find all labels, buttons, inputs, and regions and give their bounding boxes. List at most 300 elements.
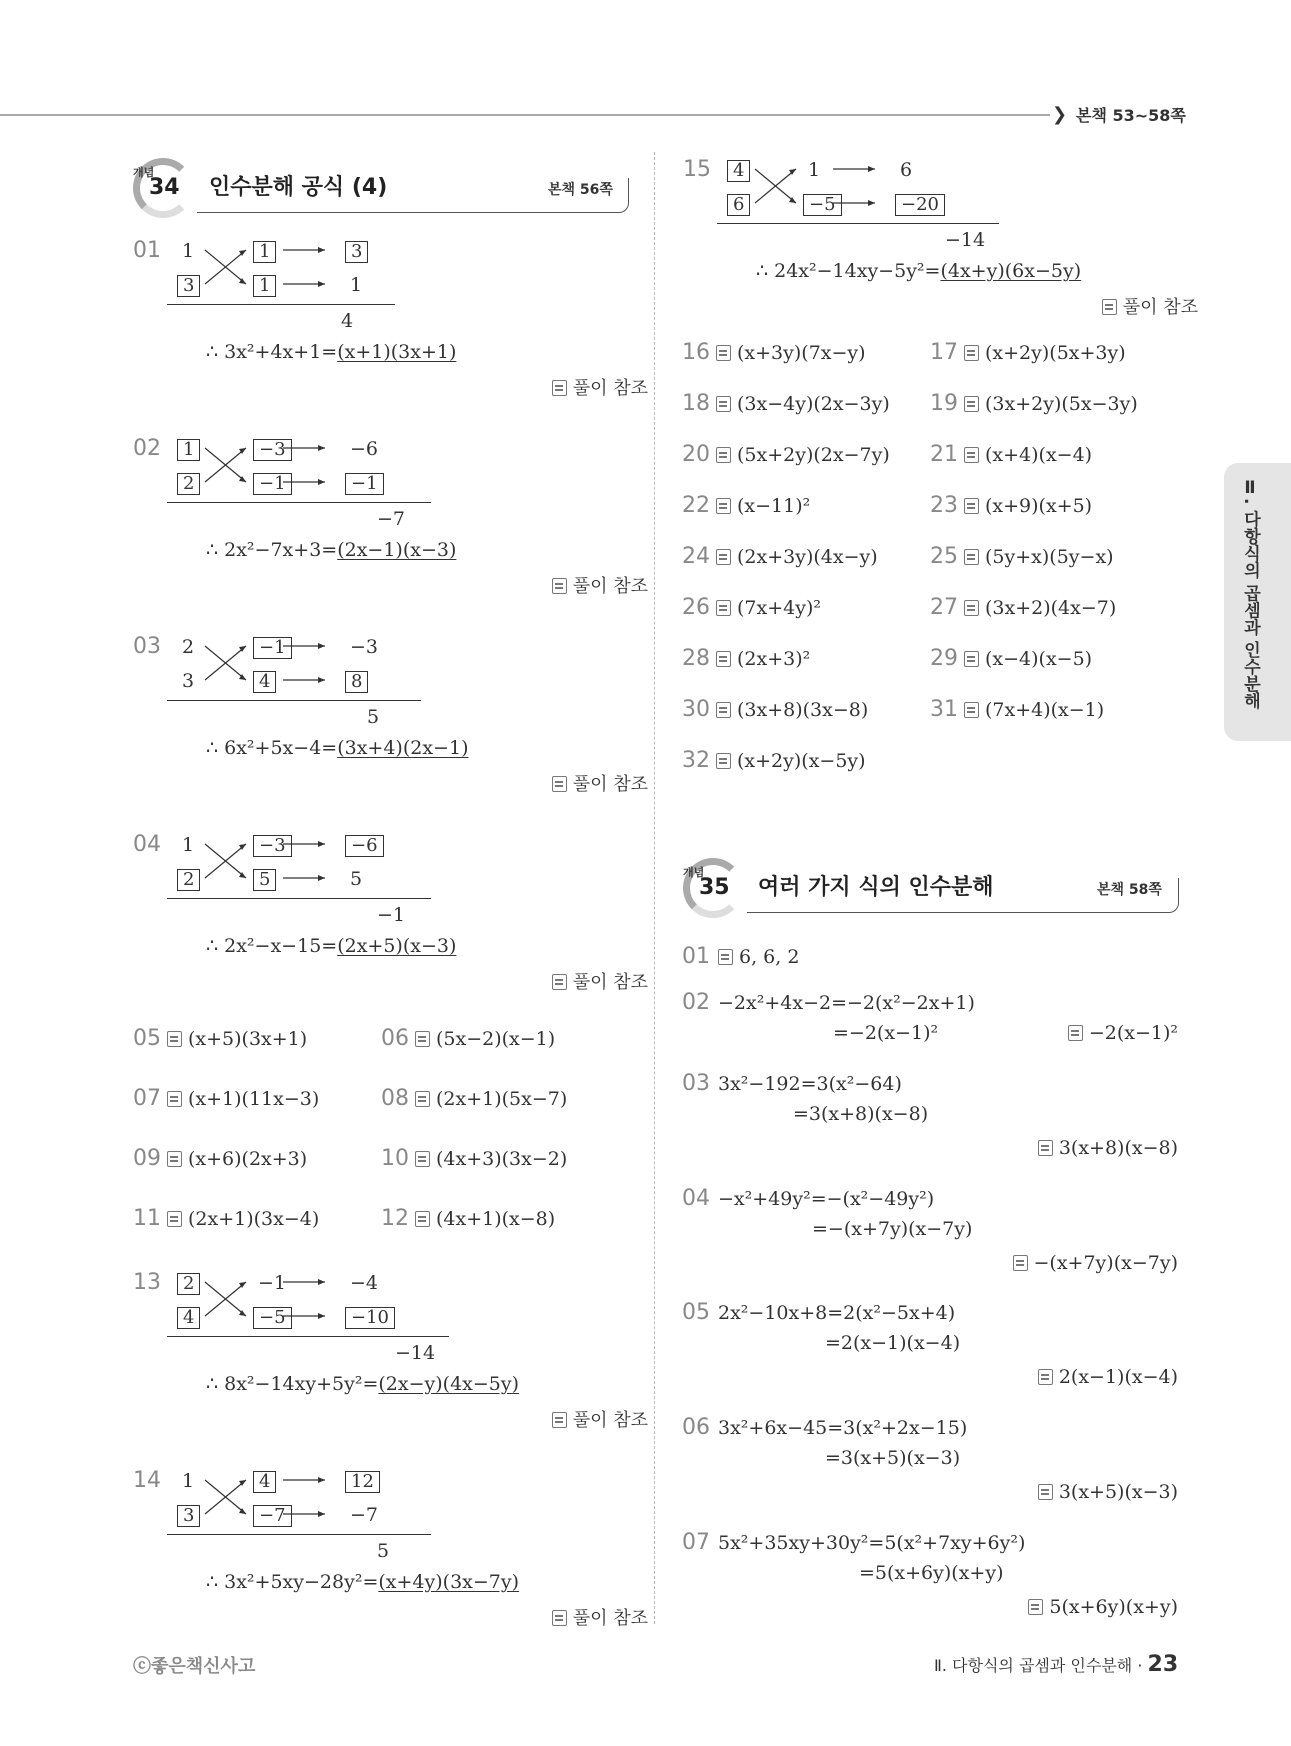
problem-number: 32 [682, 748, 710, 773]
answer-item-23 [930, 493, 1092, 518]
answer-text: (4x+1)(x−8) [436, 1208, 556, 1230]
problem-number: 04 [133, 832, 161, 857]
answer-text: (2x+1)(3x−4) [188, 1208, 320, 1230]
result-lhs: ∴ 8x²−14xy+5y²= [206, 1373, 379, 1395]
sec35-line1: 5x²+35xy+30y²=5(x²+7xy+6y²) [718, 1532, 1026, 1554]
sec35-answer-text: −2(x−1)² [1088, 1022, 1178, 1044]
answer-text: (5x+2y)(2x−7y) [737, 444, 890, 466]
sec35-answer [900, 1481, 1178, 1503]
cross-sum-rule [167, 502, 431, 503]
answer-item-21 [930, 442, 1092, 467]
cross-value-text: 1 [253, 275, 276, 297]
problem-number: 02 [133, 436, 161, 461]
answer-icon [552, 380, 567, 396]
section-book-ref: 본책 58쪽 [1097, 882, 1162, 898]
answer-text: (2x+1)(5x−7) [436, 1088, 568, 1110]
cross-value-text: 2 [177, 473, 200, 495]
header-rule [0, 114, 1050, 116]
answer-item-29 [930, 646, 1092, 671]
cross-arrows [133, 238, 453, 298]
problem-number: 18 [682, 391, 710, 416]
sec35-problem-02 [682, 990, 1182, 1015]
sec35-line1: 3x²+6x−45=3(x²+2x−15) [718, 1417, 968, 1439]
cross-arrows [133, 436, 453, 496]
solution-ref-label: 풀이 참조 [572, 378, 648, 399]
cross-sum-rule [167, 304, 395, 305]
cross-value-text: −5 [253, 1307, 292, 1329]
cross-value-text: 3 [177, 275, 200, 297]
problem-number: 20 [682, 442, 710, 467]
answer-item-26 [682, 595, 821, 620]
solution-ref [523, 1406, 648, 1432]
cross-arrows [133, 1270, 453, 1330]
answer-item-28 [682, 646, 810, 671]
sec35-answer-text: −(x+7y)(x−7y) [1033, 1252, 1178, 1274]
solution-ref-label: 풀이 참조 [572, 774, 648, 795]
cross-problem-03 [133, 634, 653, 824]
problem-number: 29 [930, 646, 958, 671]
result-answer: (2x+5)(x−3) [337, 935, 457, 957]
answer-icon [167, 1091, 182, 1107]
footer-chapter-label: Ⅱ. 다항식의 곱셈과 인수분해 · [934, 1656, 1143, 1675]
answer-item-25 [930, 544, 1114, 569]
problem-number: 22 [682, 493, 710, 518]
answer-text: (x−11)² [737, 495, 811, 517]
problem-number: 13 [133, 1270, 161, 1295]
problem-number: 01 [682, 944, 710, 969]
footer-chapter [934, 1652, 1178, 1677]
answer-icon [716, 651, 731, 667]
answer-icon [1028, 1599, 1043, 1615]
answer-icon [716, 345, 731, 361]
result-lhs: ∴ 6x²+5x−4= [206, 737, 338, 759]
chevron-right-icon: ❯ [1052, 104, 1068, 125]
cross-value-text: 6 [900, 159, 913, 181]
problem-number: 03 [682, 1071, 710, 1096]
cross-value-text: 4 [177, 1307, 200, 1329]
answer-item-30 [682, 697, 868, 722]
answer-icon [716, 753, 731, 769]
answer-text: (x+2y)(5x+3y) [985, 342, 1126, 364]
cross-problem-02 [133, 436, 653, 626]
cross-value-text: −5 [803, 194, 842, 216]
sec35-answer [900, 1252, 1178, 1274]
cross-value-text: 3 [345, 241, 368, 263]
cross-result [206, 341, 456, 363]
cross-result [206, 935, 456, 957]
cross-value-text: 1 [808, 159, 821, 181]
sec35-answer [900, 1596, 1178, 1618]
sec35-problem-03 [682, 1071, 1182, 1096]
problem-number: 05 [133, 1026, 161, 1051]
cross-value-text: −1 [253, 473, 292, 495]
sec35-answer [900, 1022, 1178, 1044]
problem-number: 21 [930, 442, 958, 467]
cross-sum: 5 [377, 1540, 390, 1562]
problem-number: 27 [930, 595, 958, 620]
cross-value-text: 4 [727, 160, 750, 182]
cross-value-text: −7 [350, 1504, 379, 1526]
sec35-line2: =5(x+6y)(x+y) [859, 1562, 1004, 1584]
cross-value-text: 5 [350, 868, 363, 890]
answer-icon [552, 776, 567, 792]
problem-number: 06 [682, 1415, 710, 1440]
answer-text: (3x+2y)(5x−3y) [985, 393, 1138, 415]
problem-number: 31 [930, 697, 958, 722]
answer-item-09 [133, 1146, 307, 1171]
cross-sum: −14 [395, 1342, 436, 1364]
answer-icon [716, 600, 731, 616]
cross-value-text: 6 [727, 194, 750, 216]
sec35-line2: =3(x+8)(x−8) [793, 1103, 929, 1125]
cross-arrows [133, 634, 453, 694]
cross-result [206, 1571, 519, 1593]
answer-text: (x+2y)(x−5y) [737, 750, 866, 772]
publisher-logo: ⓒ좋은책신사고 [133, 1656, 256, 1677]
sec35-line1: −2x²+4x−2=−2(x²−2x+1) [718, 992, 975, 1014]
sec35-problem-06 [682, 1415, 1182, 1440]
problem-number: 09 [133, 1146, 161, 1171]
section-35-heading [683, 858, 1178, 912]
cross-value-text: −20 [895, 194, 945, 216]
answer-icon [964, 651, 979, 667]
problem-number: 17 [930, 340, 958, 365]
cross-sum: −1 [377, 904, 406, 926]
answer-icon [552, 974, 567, 990]
section-tag: 개념 [683, 866, 705, 879]
problem-number: 30 [682, 697, 710, 722]
cross-value-text: −1 [258, 1272, 287, 1294]
problem-number: 26 [682, 595, 710, 620]
sec35-problem-05 [682, 1300, 1182, 1325]
answer-item-12 [381, 1206, 555, 1231]
problem-number: 15 [683, 157, 711, 182]
cross-value-text: 3 [182, 670, 195, 692]
arrowhead-icon [318, 643, 325, 649]
problem-number: 07 [133, 1086, 161, 1111]
answer-icon [716, 447, 731, 463]
cross-value-text: 2 [177, 869, 200, 891]
cross-value-text: −3 [350, 636, 379, 658]
cross-value-text: −3 [253, 835, 292, 857]
answer-icon [552, 1610, 567, 1626]
cross-sum-rule [167, 700, 421, 701]
arrowhead-icon [318, 1477, 325, 1483]
answer-item-05 [133, 1026, 307, 1051]
answer-item-11 [133, 1206, 319, 1231]
answer-item-19 [930, 391, 1138, 416]
sec35-answer-text: 3(x+8)(x−8) [1058, 1137, 1178, 1159]
solution-ref-label: 풀이 참조 [572, 576, 648, 597]
section-number: 34 [149, 175, 180, 200]
cross-value-text: 1 [182, 834, 195, 856]
answer-text: (x+5)(3x+1) [188, 1028, 308, 1050]
header-book-ref: 본책 53~58쪽 [1076, 106, 1186, 125]
sec35-line2: =−(x+7y)(x−7y) [812, 1218, 973, 1240]
sec35-answer-text: 5(x+6y)(x+y) [1049, 1596, 1178, 1618]
answer-icon [552, 1412, 567, 1428]
answer-text: (5y+x)(5y−x) [985, 546, 1114, 568]
sec35-line1: 6, 6, 2 [739, 946, 800, 968]
arrowhead-icon [318, 247, 325, 253]
answer-icon [415, 1031, 430, 1047]
sec35-problem-01 [682, 944, 1182, 969]
problem-number: 04 [682, 1186, 710, 1211]
problem-number: 06 [381, 1026, 409, 1051]
solution-ref-label: 풀이 참조 [572, 972, 648, 993]
cross-value-text: 2 [182, 636, 195, 658]
cross-value-text: 1 [182, 1470, 195, 1492]
result-lhs: ∴ 2x²−x−15= [206, 935, 338, 957]
answer-icon [716, 396, 731, 412]
cross-result [206, 737, 468, 759]
answer-icon [964, 396, 979, 412]
arrowhead-icon [318, 1511, 325, 1517]
sec35-line1: 3x²−192=3(x²−64) [718, 1073, 902, 1095]
result-answer: (3x+4)(2x−1) [337, 737, 469, 759]
result-answer: (2x−y)(4x−5y) [378, 1373, 520, 1395]
section-book-ref: 본책 56쪽 [548, 182, 613, 198]
cross-sum-rule [167, 1534, 431, 1535]
result-answer: (x+1)(3x+1) [337, 341, 457, 363]
cross-value-text: −4 [350, 1272, 379, 1294]
section-title: 여러 가지 식의 인수분해 [758, 875, 994, 900]
sec35-answer-text: 2(x−1)(x−4) [1058, 1366, 1178, 1388]
cross-sum: 4 [341, 310, 354, 332]
problem-number: 08 [381, 1086, 409, 1111]
answer-icon [964, 498, 979, 514]
cross-value-text: 1 [177, 439, 200, 461]
answer-icon [1013, 1255, 1028, 1271]
cross-problem-04 [133, 832, 653, 1022]
cross-value-text: 4 [253, 1471, 276, 1493]
answer-icon [415, 1151, 430, 1167]
result-lhs: ∴ 24x²−14xy−5y²= [756, 260, 941, 282]
sec35-line1: −x²+49y²=−(x²−49y²) [718, 1188, 935, 1210]
solution-ref-label: 풀이 참조 [572, 1410, 648, 1431]
answer-item-07 [133, 1086, 319, 1111]
answer-icon [964, 702, 979, 718]
cross-result [756, 260, 1081, 282]
answer-item-17 [930, 340, 1126, 365]
sec35-line2: =2(x−1)(x−4) [825, 1332, 961, 1354]
problem-number: 02 [682, 990, 710, 1015]
answer-item-08 [381, 1086, 567, 1111]
cross-value-text: −3 [253, 439, 292, 461]
answer-text: (2x+3y)(4x−y) [737, 546, 878, 568]
answer-icon [1068, 1025, 1083, 1041]
answer-text: (3x+8)(3x−8) [737, 699, 869, 721]
answer-item-06 [381, 1026, 555, 1051]
sec35-problem-04 [682, 1186, 1182, 1211]
section-underline [747, 878, 1179, 913]
arrowhead-icon [318, 875, 325, 881]
answer-icon [1038, 1369, 1053, 1385]
result-lhs: ∴ 2x²−7x+3= [206, 539, 338, 561]
solution-ref [1073, 293, 1198, 319]
problem-number: 05 [682, 1300, 710, 1325]
answer-text: (3x−4y)(2x−3y) [737, 393, 890, 415]
cross-sum-rule [167, 1336, 449, 1337]
answer-text: (x+4)(x−4) [985, 444, 1093, 466]
cross-value-text: −6 [345, 835, 384, 857]
cross-sum: −7 [377, 508, 406, 530]
answer-icon [716, 498, 731, 514]
answer-text: (5x−2)(x−1) [436, 1028, 556, 1050]
cross-problem-15 [683, 157, 1203, 347]
cross-value-text: −6 [350, 438, 379, 460]
sec35-answer [900, 1137, 1178, 1159]
page-number: 23 [1147, 1652, 1179, 1677]
solution-ref-label: 풀이 참조 [572, 1608, 648, 1629]
cross-result [206, 1373, 519, 1395]
answer-icon [716, 702, 731, 718]
cross-value-text: −1 [345, 473, 384, 495]
cross-value-text: −1 [253, 637, 292, 659]
sec35-problem-07 [682, 1530, 1182, 1555]
sec35-answer [900, 1366, 1178, 1388]
answer-item-10 [381, 1146, 567, 1171]
answer-item-31 [930, 697, 1104, 722]
answer-icon [167, 1151, 182, 1167]
arrowhead-icon [318, 281, 325, 287]
problem-number: 24 [682, 544, 710, 569]
answer-text: (x−4)(x−5) [985, 648, 1093, 670]
column-divider [654, 152, 655, 1624]
result-lhs: ∴ 3x²+5xy−28y²= [206, 1571, 379, 1593]
cross-sum-rule [167, 898, 431, 899]
answer-icon [1038, 1140, 1053, 1156]
solution-ref [523, 1604, 648, 1630]
cross-value-text: 5 [253, 869, 276, 891]
answer-text: (7x+4y)² [737, 597, 821, 619]
section-34-heading [133, 158, 628, 212]
result-answer: (2x−1)(x−3) [337, 539, 457, 561]
answer-icon [415, 1211, 430, 1227]
cross-value-text: 2 [177, 1273, 200, 1295]
answer-text: (4x+3)(3x−2) [436, 1148, 568, 1170]
answer-text: (x+1)(11x−3) [188, 1088, 320, 1110]
cross-value-text: −7 [253, 1505, 292, 1527]
answer-text: (2x+3)² [737, 648, 811, 670]
answer-icon [552, 578, 567, 594]
section-tag: 개념 [133, 166, 155, 179]
problem-number: 07 [682, 1530, 710, 1555]
problem-number: 01 [133, 238, 161, 263]
cross-value-text: 3 [177, 1505, 200, 1527]
cross-value-text: 4 [253, 671, 276, 693]
chapter-side-tab-label: Ⅱ. 다항식의 곱셈과 인수분해 [1240, 478, 1260, 710]
result-lhs: ∴ 3x²+4x+1= [206, 341, 338, 363]
cross-arrows [133, 1468, 453, 1528]
answer-icon [415, 1091, 430, 1107]
arrowhead-icon [868, 200, 875, 206]
arrowhead-icon [318, 1313, 325, 1319]
cross-value-text: 8 [345, 671, 368, 693]
section-title: 인수분해 공식 (4) [209, 175, 388, 200]
problem-number: 23 [930, 493, 958, 518]
cross-sum-rule [717, 223, 999, 224]
answer-icon [718, 949, 733, 965]
cross-value-text: 1 [253, 241, 276, 263]
answer-item-27 [930, 595, 1116, 620]
answer-item-24 [682, 544, 878, 569]
answer-text: (x+9)(x+5) [985, 495, 1093, 517]
answer-item-18 [682, 391, 890, 416]
arrowhead-icon [318, 841, 325, 847]
sec35-line1: 2x²−10x+8=2(x²−5x+4) [718, 1302, 956, 1324]
problem-number: 25 [930, 544, 958, 569]
answer-icon [167, 1031, 182, 1047]
answer-text: (7x+4)(x−1) [985, 699, 1105, 721]
answer-text: (3x+2)(4x−7) [985, 597, 1117, 619]
solution-ref [523, 374, 648, 400]
problem-number: 14 [133, 1468, 161, 1493]
problem-number: 19 [930, 391, 958, 416]
arrowhead-icon [318, 677, 325, 683]
answer-icon [964, 345, 979, 361]
cross-value-text: 12 [345, 1471, 380, 1493]
section-underline [197, 178, 629, 213]
answer-item-16 [682, 340, 866, 365]
problem-number: 16 [682, 340, 710, 365]
cross-result [206, 539, 456, 561]
result-answer: (4x+y)(6x−5y) [940, 260, 1082, 282]
cross-problem-13 [133, 1270, 653, 1460]
answer-icon [964, 447, 979, 463]
answer-text: (x+3y)(7x−y) [737, 342, 866, 364]
cross-problem-01 [133, 238, 653, 428]
problem-number: 11 [133, 1206, 161, 1231]
cross-value-text: −10 [345, 1307, 395, 1329]
answer-item-22 [682, 493, 810, 518]
cross-value-text: 1 [182, 240, 195, 262]
section-number: 35 [699, 875, 730, 900]
answer-item-32 [682, 748, 866, 773]
problem-number: 12 [381, 1206, 409, 1231]
arrowhead-icon [318, 445, 325, 451]
solution-ref [523, 572, 648, 598]
answer-icon [1102, 299, 1117, 315]
cross-sum: 5 [367, 706, 380, 728]
answer-icon [1038, 1484, 1053, 1500]
solution-ref [523, 968, 648, 994]
sec35-line2: =−2(x−1)² [833, 1022, 939, 1044]
cross-problem-14 [133, 1468, 653, 1658]
problem-number: 03 [133, 634, 161, 659]
answer-item-20 [682, 442, 890, 467]
answer-icon [964, 600, 979, 616]
cross-value-text: 1 [350, 274, 363, 296]
cross-arrows [133, 832, 453, 892]
answer-text: (x+6)(2x+3) [188, 1148, 308, 1170]
problem-number: 10 [381, 1146, 409, 1171]
problem-number: 28 [682, 646, 710, 671]
answer-icon [716, 549, 731, 565]
answer-icon [167, 1211, 182, 1227]
sec35-answer-text: 3(x+5)(x−3) [1058, 1481, 1178, 1503]
cross-sum: −14 [945, 229, 986, 251]
result-answer: (x+4y)(3x−7y) [378, 1571, 520, 1593]
arrowhead-icon [868, 166, 875, 172]
solution-ref [523, 770, 648, 796]
arrowhead-icon [318, 479, 325, 485]
solution-ref-label: 풀이 참조 [1122, 297, 1198, 318]
answer-icon [964, 549, 979, 565]
arrowhead-icon [318, 1279, 325, 1285]
sec35-line2: =3(x+5)(x−3) [825, 1447, 961, 1469]
cross-arrows [683, 157, 1003, 217]
